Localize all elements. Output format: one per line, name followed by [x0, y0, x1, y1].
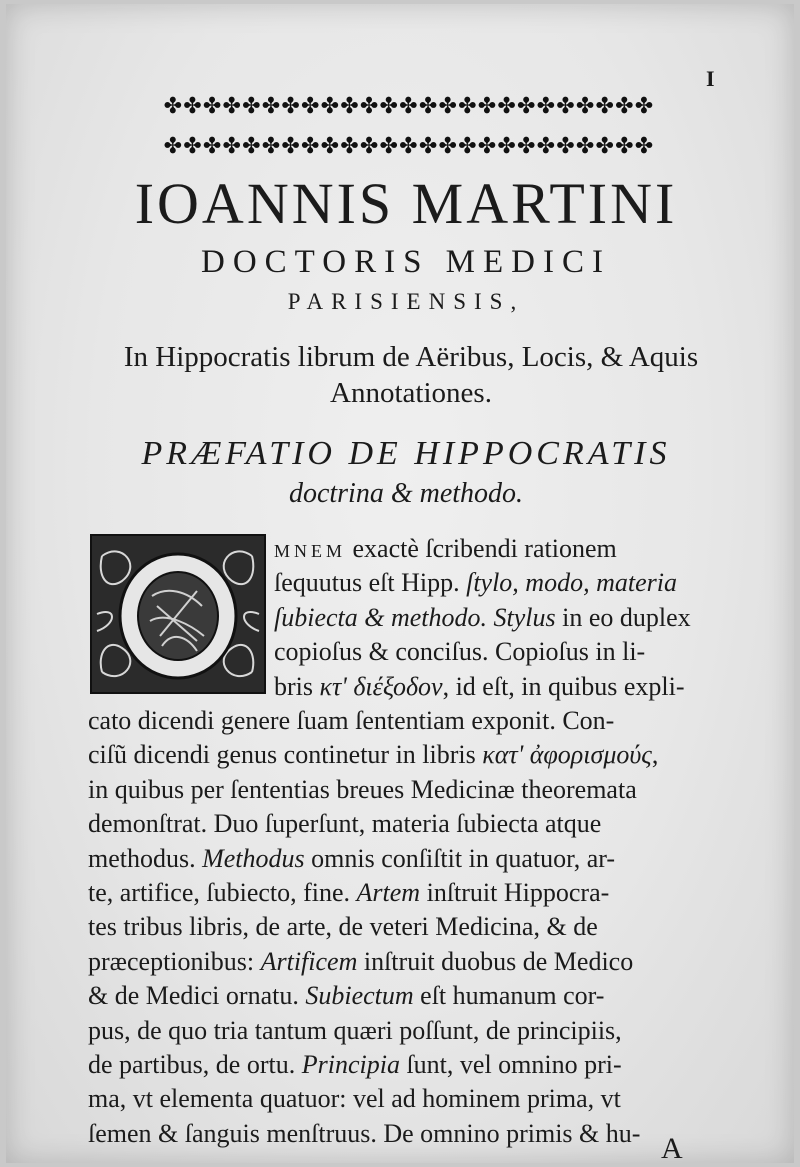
page-number: I	[706, 66, 715, 91]
text-segment: præceptionibus:	[88, 946, 261, 976]
text-segment: κατ' ἀφορισμούς	[482, 740, 652, 770]
text-segment: in eo duplex	[555, 602, 691, 632]
text-segment: ,	[651, 740, 659, 770]
text-segment: ſunt, vel omnino pri-	[399, 1050, 622, 1079]
preface-heading: PRÆFATIO DE HIPPOCRATIS	[141, 435, 671, 472]
author-name-title: IOANNIS MARTINI	[134, 171, 678, 236]
text-line	[88, 1082, 621, 1116]
text-line	[88, 1014, 622, 1048]
text-line	[88, 842, 615, 876]
text-segment: pus, de quo tria tantum quæri poſſunt, de principiis,	[88, 1015, 622, 1045]
text-segment: ſequutus eſt Hipp.	[274, 568, 467, 598]
text-line	[88, 1117, 640, 1151]
text-segment: inſtruit Hippocra-	[420, 878, 610, 907]
text-line	[88, 773, 637, 807]
text-segment: ſtylo, modo, materia	[466, 568, 677, 598]
text-line	[274, 601, 691, 635]
text-line	[88, 738, 658, 772]
text-segment: ſemen & ſanguis menſtruus. De omnino primis & hu-	[88, 1118, 641, 1148]
text-line	[88, 807, 601, 841]
text-segment: copioſus & conciſus. Copioſus in li-	[274, 637, 646, 667]
subtitle-line: In Hippocratis librum de Aëribus, Locis, & Aquis	[123, 341, 699, 373]
signature-mark: A	[661, 1132, 683, 1165]
ornament-row: ✤✤✤✤✤✤✤✤✤✤✤✤✤✤✤✤✤✤✤✤✤✤✤✤✤	[163, 94, 655, 119]
text-line	[88, 1048, 622, 1082]
decorated-initial	[90, 534, 266, 694]
text-segment: , id eſt, in quibus expli-	[442, 671, 685, 701]
text-segment: eſt humanum cor-	[413, 981, 605, 1011]
text-segment: bris	[274, 671, 320, 701]
work-subtitle	[66, 339, 756, 411]
text-segment: MNEM	[274, 541, 347, 561]
text-segment: κτ' διέξοδον	[319, 671, 443, 701]
author-degree-title: DOCTORIS MEDICI	[201, 244, 611, 280]
text-segment: inſtruit duobus de Medico	[357, 946, 634, 976]
text-segment: te, artifice, ſubiecto, fine.	[88, 878, 357, 907]
text-segment: Methodus	[202, 843, 305, 873]
text-segment: omnis conſiſtit in quatuor, ar-	[304, 843, 616, 873]
preface-subheading: doctrina & methodo.	[288, 478, 524, 509]
text-line	[274, 635, 645, 669]
text-segment: in quibus per ſententias breues Medicinæ theoremata	[88, 774, 637, 804]
text-segment: de partibus, de ortu.	[88, 1050, 302, 1079]
text-segment: Artem	[356, 878, 421, 907]
text-segment: Principia	[301, 1050, 400, 1079]
text-line	[88, 876, 609, 910]
text-segment: tes tribus libris, de arte, de veteri Medicina, & de	[88, 912, 598, 942]
text-segment: Artificem	[260, 946, 358, 976]
subtitle-line: Annotationes.	[330, 377, 492, 409]
text-segment: ma, vt elementa quatuor: vel ad hominem prima, vt	[88, 1084, 621, 1114]
text-segment: ſubiecta & methodo. Stylus	[274, 602, 556, 632]
text-segment: Subiectum	[305, 981, 414, 1011]
ornament-row: ✤✤✤✤✤✤✤✤✤✤✤✤✤✤✤✤✤✤✤✤✤✤✤✤✤	[163, 134, 655, 159]
text-line	[274, 566, 677, 600]
text-segment: exactè ſcribendi rationem	[346, 534, 617, 563]
text-line	[88, 910, 598, 944]
text-line	[274, 670, 685, 704]
text-segment: ciſũ dicendi genus continetur in libris	[88, 740, 483, 770]
book-page	[6, 4, 794, 1163]
decorative-header-band	[92, 94, 726, 160]
text-line	[88, 945, 633, 979]
text-segment: & de Medici ornatu.	[88, 981, 306, 1011]
text-line	[88, 979, 604, 1013]
leaf-ornament-icon	[92, 536, 264, 692]
text-line	[274, 532, 617, 566]
author-city-title: PARISIENSIS,	[287, 289, 525, 314]
text-segment: methodus.	[88, 843, 203, 873]
text-segment: demonſtrat. Duo ſuperſunt, materia ſubiecta atque	[88, 809, 602, 839]
text-line	[88, 704, 614, 738]
text-segment: cato dicendi genere ſuam ſententiam exponit. Con-	[88, 706, 615, 735]
